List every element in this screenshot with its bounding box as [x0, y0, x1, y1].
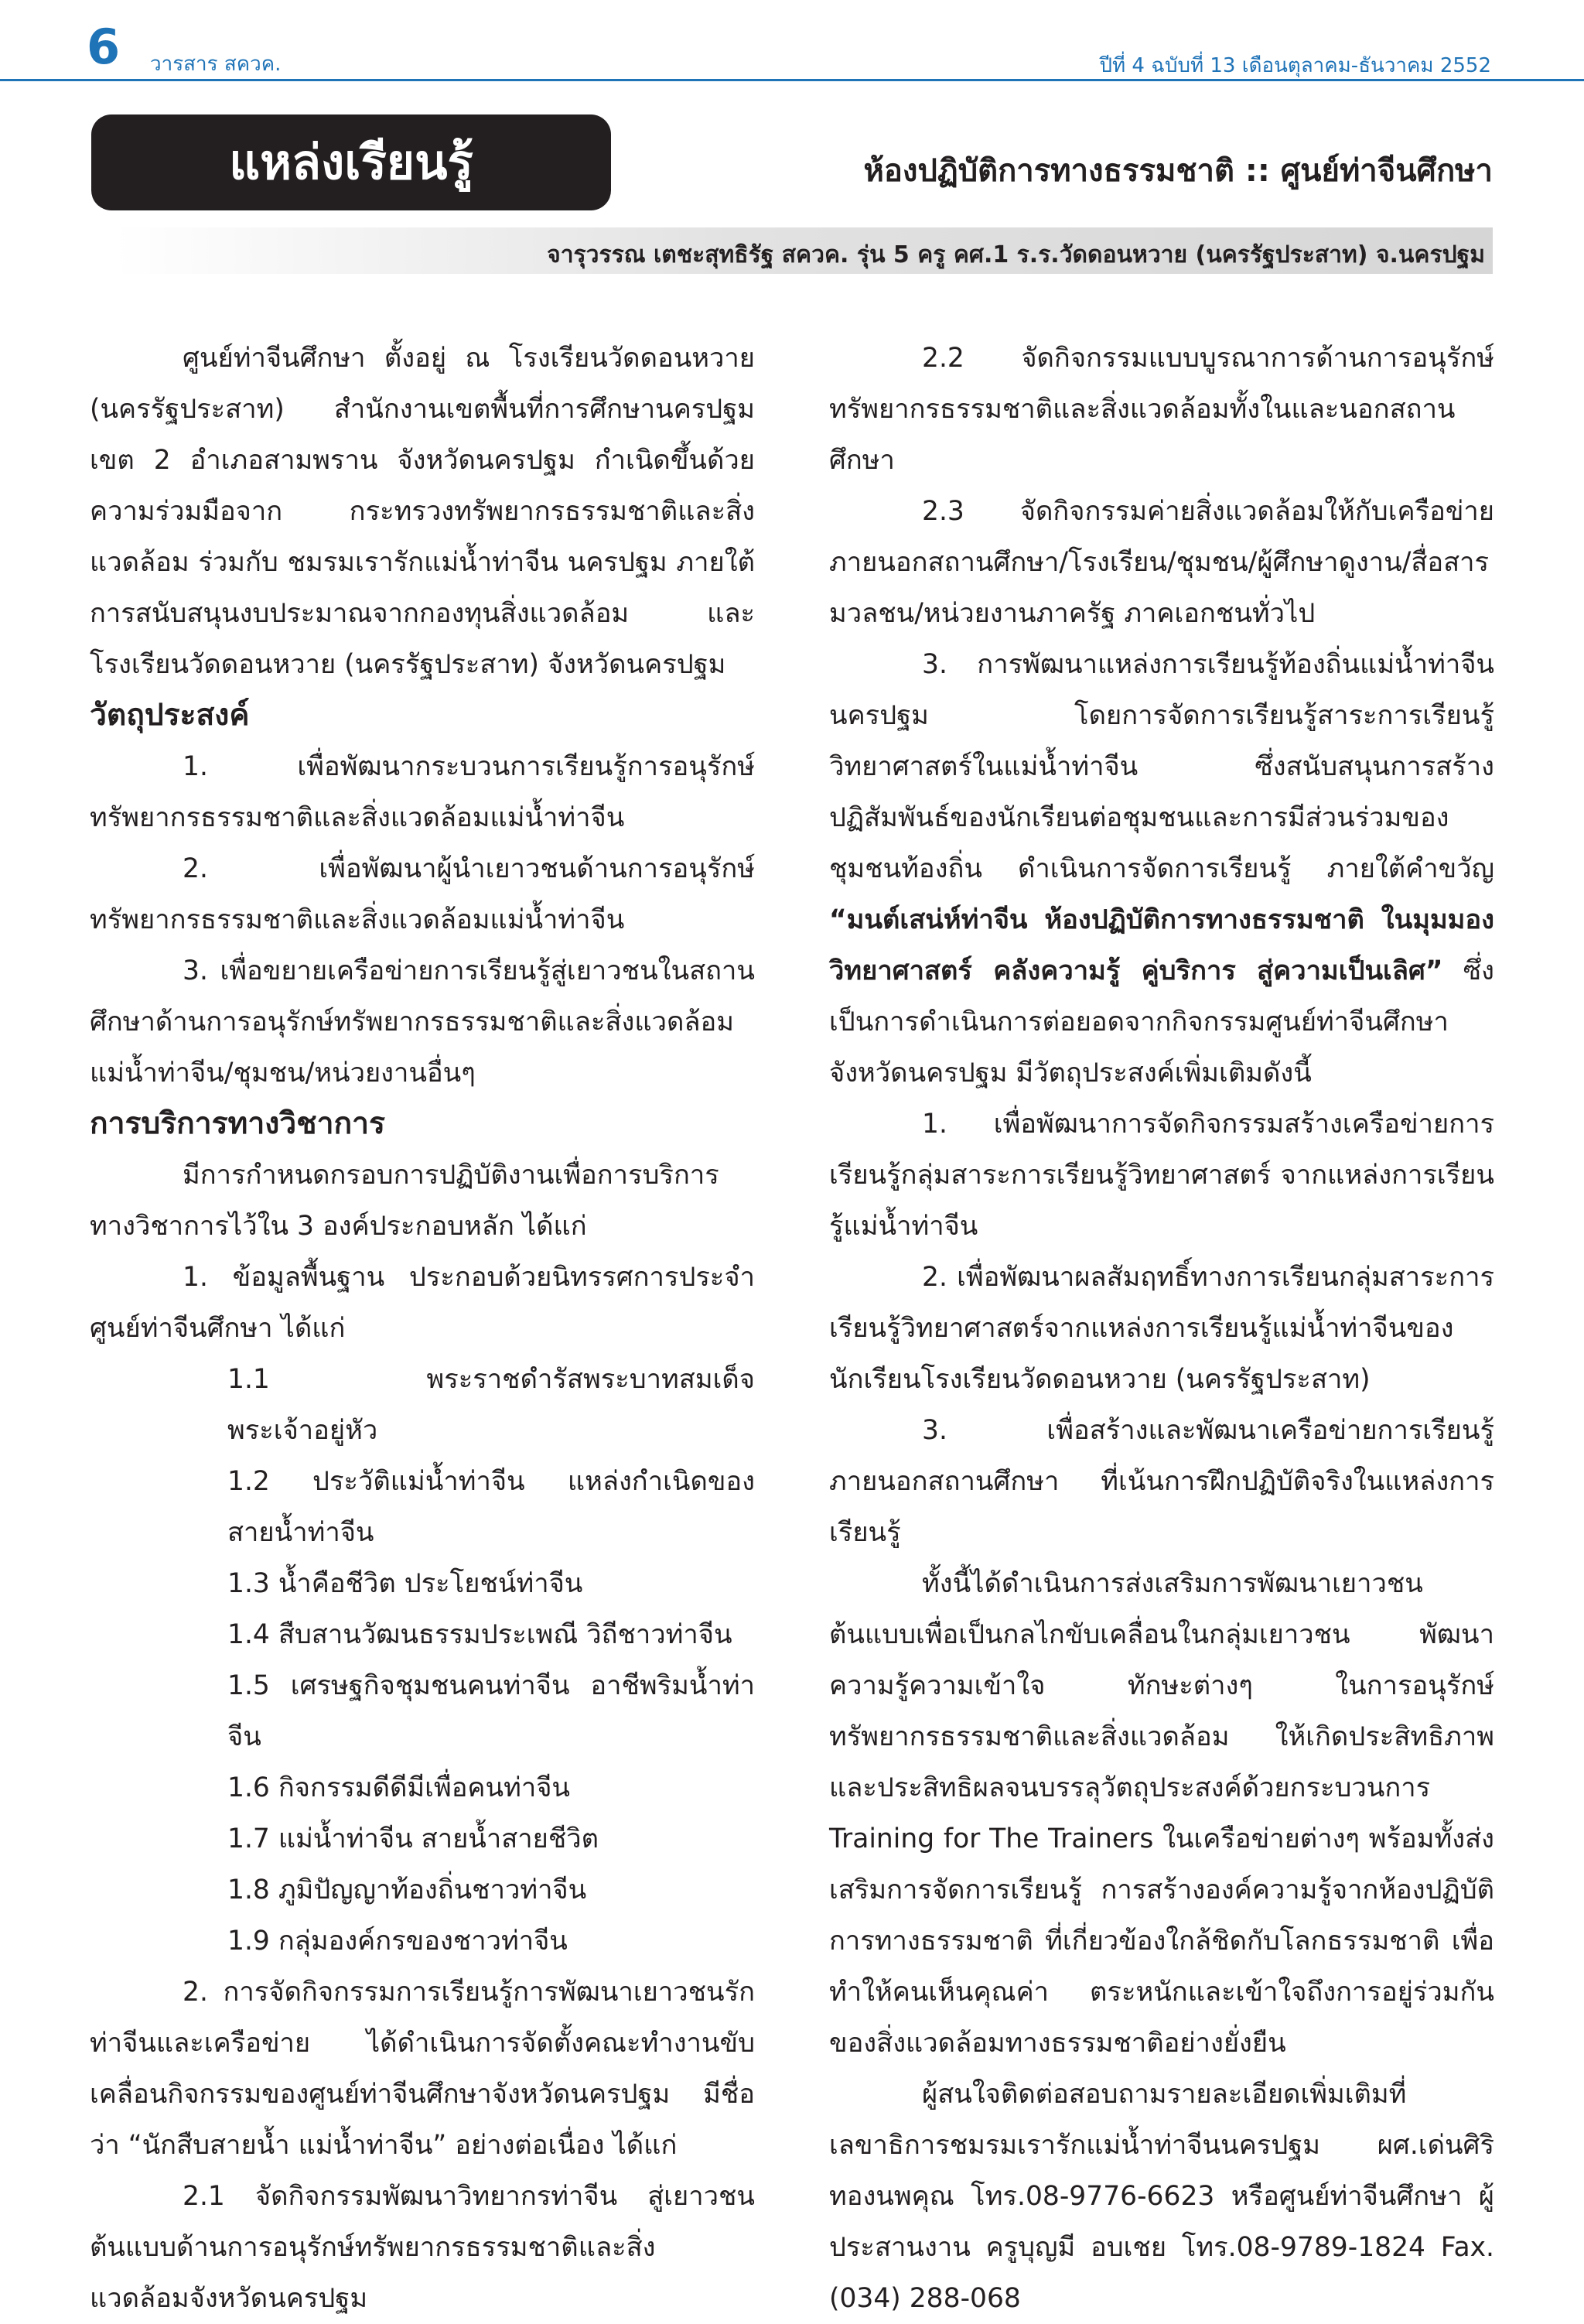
service-item-2-1: 2.1 จัดกิจกรรมพัฒนาวิทยากรท่าจีน สู่เยาวชนต้นแบบด้านการอนุรักษ์ทรัพยากรธรรมชาติและสิ่งแวดล้อมจังหวัดนครปฐม: [90, 2181, 755, 2314]
subitem: 1.7 แม่น้ำท่าจีน สายน้ำสายชีวิต: [227, 1823, 599, 1854]
item3-text-after: ซึ่งเป็นการดำเนินการต่อยอดจากกิจกรรมศูนย์ท่าจีนศึกษา จังหวัดนครปฐม มีวัตถุประสงค์เพิ่มเติมดังนี้: [829, 955, 1494, 1089]
subitem: 1.1 พระราชดำรัสพระบาทสมเด็จพระเจ้าอยู่หัว: [227, 1364, 755, 1446]
service-item-2-3: 2.3 จัดกิจกรรมค่ายสิ่งแวดล้อมให้กับเครือข่ายภายนอกสถานศึกษา/โรงเรียน/ชุมชน/ผู้ศึกษาดูงาน/สื่อสารมวลชน/หน่วยงานภาครัฐ ภาคเอกชนทั่วไป: [829, 496, 1494, 629]
objective-item: 3. เพื่อขยายเครือข่ายการเรียนรู้สู่เยาวชนในสถานศึกษาด้านการอนุรักษ์ทรัพยากรธรรมชาติและสิ่งแวดล้อมแม่น้ำท่าจีน/ชุมชน/หน่วยงานอื่นๆ: [90, 955, 755, 1089]
right-column: [829, 333, 1494, 2324]
issue-info: ปีที่ 4 ฉบับที่ 13 เดือนตุลาคม-ธันวาคม 2552: [1099, 54, 1491, 77]
subitem: 1.9 กลุ่มองค์กรของชาวท่าจีน: [227, 1926, 568, 1957]
subitem: 1.4 สืบสานวัฒนธรรมประเพณี วิถีชาวท่าจีน: [227, 1619, 732, 1650]
item3-objective: 3. เพื่อสร้างและพัฒนาเครือข่ายการเรียนรู้ภายนอกสถานศึกษา ที่เน้นการฝึกปฏิบัติจริงในแหล่งการเรียนรู้: [829, 1415, 1494, 1548]
objectives-heading: วัตถุประสงค์: [90, 698, 250, 733]
article-title: ห้องปฏิบัติการทางธรรมชาติ :: ศูนย์ท่าจีนศึกษา: [863, 153, 1493, 189]
section-label: แหล่งเรียนรู้: [91, 114, 611, 210]
services-heading: การบริการทางวิชาการ: [90, 1106, 386, 1141]
subitem: 1.6 กิจกรรมดีดีมีเพื่อคนท่าจีน: [227, 1772, 571, 1803]
slogan: “มนต์เสน่ห์ท่าจีน ห้องปฏิบัติการทางธรรมชาติ ในมุมมองวิทยาศาสตร์ คลังความรู้ คู่บริการ สู่ความเป็นเลิศ”: [829, 904, 1494, 986]
contact-paragraph: ผู้สนใจติดต่อสอบถามรายละเอียดเพิ่มเติมที่เลขาธิการชมรมเรารักแม่น้ำท่าจีนนครปฐม ผศ.เด่นศิริ ทองนพคุณ โทร.08-9776-6623 หรือศูนย์ท่าจีนศึกษา ผู้ประสานงาน ครูบุญมี อบเชย โทร.08-9789-1824 Fax. (034) 288-068: [829, 2079, 1494, 2314]
header-rule: [0, 79, 1584, 81]
service-item-3: [829, 639, 1494, 1099]
services-intro: มีการกำหนดกรอบการปฏิบัติงานเพื่อการบริการทางวิชาการไว้ใน 3 องค์ประกอบหลัก ได้แก่: [90, 1160, 719, 1242]
item3-text-before: 3. การพัฒนาแหล่งการเรียนรู้ท้องถิ่นแม่น้ำท่าจีนนครปฐม โดยการจัดการเรียนรู้สาระการเรียนรู้วิทยาศาสตร์ในแม่น้ำท่าจีน ซึ่งสนับสนุนการสร้างปฏิสัมพันธ์ของนักเรียนต่อชุมชนและการมีส่วนร่วมของชุมชนท้องถิ่น ดำเนินการจัดการเรียนรู้ ภายใต้คำขวัญ: [829, 649, 1494, 884]
service-item-2-2: 2.2 จัดกิจกรรมแบบบูรณาการด้านการอนุรักษ์ทรัพยากรธรรมชาติและสิ่งแวดล้อมทั้งในและนอกสถานศึกษา: [829, 343, 1494, 476]
service-item-2: 2. การจัดกิจกรรมการเรียนรู้การพัฒนาเยาวชนรักท่าจีนและเครือข่าย ได้ดำเนินการจัดตั้งคณะทำงานขับเคลื่อนกิจกรรมของศูนย์ท่าจีนศึกษาจังหวัดนครปฐม มีชื่อว่า “นักสืบสายน้ำ แม่น้ำท่าจีน” อย่างต่อเนื่อง ได้แก่: [90, 1977, 755, 2161]
service-item-1: 1. ข้อมูลพื้นฐาน ประกอบด้วยนิทรรศการประจำศูนย์ท่าจีนศึกษา ได้แก่: [90, 1262, 755, 1344]
item3-objective: 1. เพื่อพัฒนาการจัดกิจกรรมสร้างเครือข่ายการเรียนรู้กลุ่มสาระการเรียนรู้วิทยาศาสตร์ จากแหล่งการเรียนรู้แม่น้ำท่าจีน: [829, 1109, 1494, 1242]
subitem: 1.5 เศรษฐกิจชุมชนคนท่าจีน อาชีพริมน้ำท่าจีน: [227, 1670, 755, 1752]
subitem: 1.2 ประวัติแม่น้ำท่าจีน แหล่งกำเนิดของสายน้ำท่าจีน: [227, 1466, 755, 1548]
left-column: [90, 333, 755, 2324]
byline: จารุวรรณ เตชะสุทธิรัฐ สควค. รุ่น 5 ครู คศ.1 ร.ร.วัดดอนหวาย (นครรัฐประสาท) จ.นครปฐม: [547, 241, 1485, 268]
page-number: 6: [87, 19, 121, 75]
objective-item: 1. เพื่อพัฒนากระบวนการเรียนรู้การอนุรักษ์ทรัพยากรธรรมชาติและสิ่งแวดล้อมแม่น้ำท่าจีน: [90, 751, 755, 833]
intro-paragraph: ศูนย์ท่าจีนศึกษา ตั้งอยู่ ณ โรงเรียนวัดดอนหวาย (นครรัฐประสาท) สำนักงานเขตพื้นที่การศึกษานครปฐม เขต 2 อำเภอสามพราน จังหวัดนครปฐม กำเนิดขึ้นด้วยความร่วมมือจาก กระทรวงทรัพยากรธรรมชาติและสิ่งแวดล้อม ร่วมกับ ชมรมเรารักแม่น้ำท่าจีน นครปฐม ภายใต้การสนับสนุนงบประมาณจากกองทุนสิ่งแวดล้อม และโรงเรียนวัดดอนหวาย (นครรัฐประสาท) จังหวัดนครปฐม: [90, 343, 755, 680]
page-header: [0, 0, 1584, 85]
magazine-name: วารสาร สควค.: [150, 53, 282, 76]
subitem: 1.3 น้ำคือชีวิต ประโยชน์ท่าจีน: [227, 1568, 583, 1599]
item3-objective: 2. เพื่อพัฒนาผลสัมฤทธิ์ทางการเรียนกลุ่มสาระการเรียนรู้วิทยาศาสตร์จากแหล่งการเรียนรู้แม่น้ำท่าจีนของนักเรียนโรงเรียนวัดดอนหวาย (นครรัฐประสาท): [829, 1262, 1494, 1395]
objective-item: 2. เพื่อพัฒนาผู้นำเยาวชนด้านการอนุรักษ์ทรัพยากรธรรมชาติและสิ่งแวดล้อมแม่น้ำท่าจีน: [90, 853, 755, 935]
subitem: 1.8 ภูมิปัญญาท้องถิ่นชาวท่าจีน: [227, 1875, 587, 1905]
summary-paragraph: ทั้งนี้ได้ดำเนินการส่งเสริมการพัฒนาเยาวชนต้นแบบเพื่อเป็นกลไกขับเคลื่อนในกลุ่มเยาวชน พัฒนาความรู้ความเข้าใจ ทักษะต่างๆ ในการอนุรักษ์ทรัพยากรธรรมชาติและสิ่งแวดล้อม ให้เกิดประสิทธิภาพและประสิทธิผลจนบรรลุวัตถุประสงค์ด้วยกระบวนการ Training for The Trainers ในเครือข่ายต่างๆ พร้อมทั้งส่งเสริมการจัดการเรียนรู้ การสร้างองค์ความรู้จากห้องปฏิบัติการทางธรรมชาติ ที่เกี่ยวข้องใกล้ชิดกับโลกธรรมชาติ เพื่อทำให้คนเห็นคุณค่า ตระหนักและเข้าใจถึงการอยู่ร่วมกันของสิ่งแวดล้อมทางธรรมชาติอย่างยั่งยืน: [829, 1568, 1494, 2059]
